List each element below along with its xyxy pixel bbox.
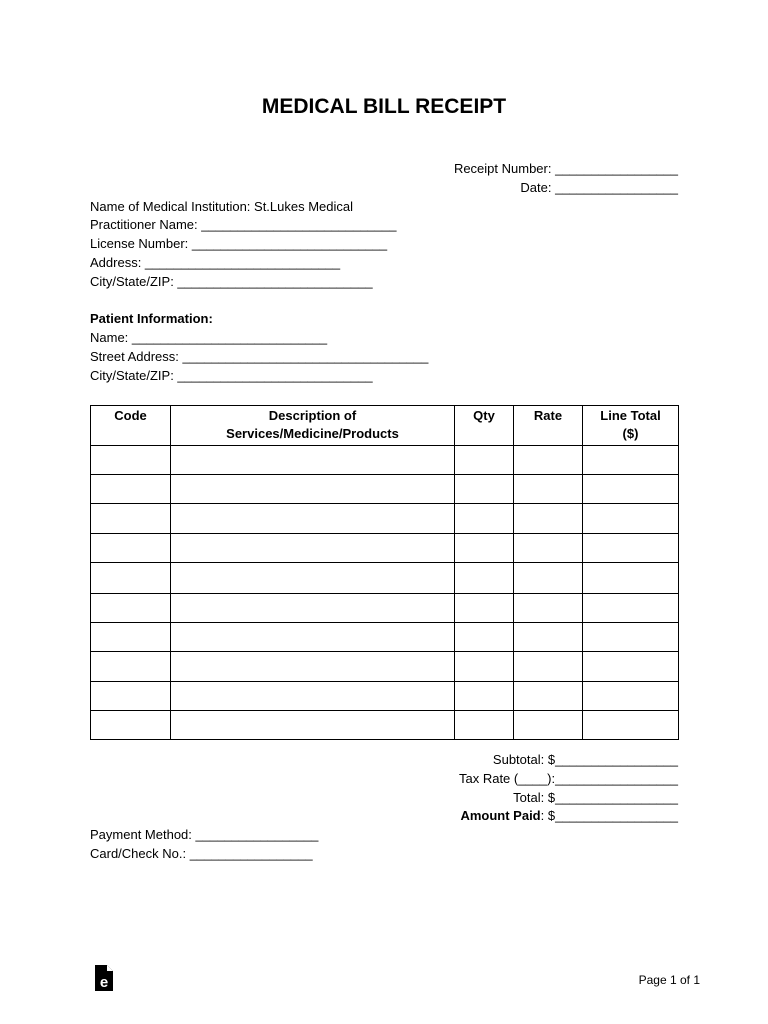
eforms-logo-icon [94, 964, 114, 992]
cell-rate[interactable] [514, 475, 583, 504]
table-row [91, 475, 679, 504]
cell-code[interactable] [91, 475, 171, 504]
cell-rate[interactable] [514, 563, 583, 594]
cell-code[interactable] [91, 652, 171, 682]
cell-rate[interactable] [514, 446, 583, 475]
patient-city-state-zip-field[interactable]: City/State/ZIP: ___________________________ [90, 368, 373, 383]
cell-description[interactable] [171, 563, 455, 594]
institution-field: Name of Medical Institution: St.Lukes Medical [90, 199, 354, 214]
cell-line-total[interactable] [583, 446, 679, 475]
date-field[interactable]: Date: _________________ [520, 180, 678, 195]
cell-code[interactable] [91, 534, 171, 563]
column-header-code: Code [91, 406, 171, 446]
table-header-row [91, 406, 679, 446]
amount-paid-field[interactable] [460, 808, 678, 824]
page-number: Page 1 of 1 [638, 973, 700, 987]
cell-rate[interactable] [514, 623, 583, 652]
receipt-number-field[interactable]: Receipt Number: _________________ [453, 161, 678, 176]
address-field[interactable]: Address: ___________________________ [90, 255, 341, 270]
cell-code[interactable] [91, 711, 171, 740]
amount-paid-line: : $_________________ [540, 808, 678, 823]
cell-qty[interactable] [455, 504, 514, 534]
cell-code[interactable] [91, 504, 171, 534]
cell-rate[interactable] [514, 534, 583, 563]
cell-description[interactable] [171, 446, 455, 475]
cell-qty[interactable] [455, 711, 514, 740]
cell-qty[interactable] [455, 594, 514, 623]
cell-code[interactable] [91, 594, 171, 623]
cell-qty[interactable] [455, 652, 514, 682]
table-row [91, 446, 679, 475]
cell-rate[interactable] [514, 652, 583, 682]
cell-rate[interactable] [514, 504, 583, 534]
patient-street-field[interactable]: Street Address: __________________________________ [90, 349, 429, 364]
cell-rate[interactable] [514, 682, 583, 711]
practitioner-field[interactable]: Practitioner Name: ___________________________ [90, 217, 397, 232]
card-check-field[interactable]: Card/Check No.: _________________ [90, 846, 313, 861]
cell-qty[interactable] [455, 475, 514, 504]
cell-qty[interactable] [455, 682, 514, 711]
document-title: MEDICAL BILL RECEIPT [261, 95, 507, 118]
table-row [91, 563, 679, 594]
subtotal-field[interactable]: Subtotal: $_________________ [492, 752, 678, 767]
column-header-rate: Rate [514, 406, 583, 446]
cell-line-total[interactable] [583, 534, 679, 563]
cell-code[interactable] [91, 446, 171, 475]
cell-line-total[interactable] [583, 623, 679, 652]
cell-description[interactable] [171, 652, 455, 682]
license-field[interactable]: License Number: ___________________________ [90, 236, 388, 251]
cell-qty[interactable] [455, 623, 514, 652]
cell-description[interactable] [171, 682, 455, 711]
cell-line-total[interactable] [583, 711, 679, 740]
column-header-qty: Qty [455, 406, 514, 446]
cell-description[interactable] [171, 475, 455, 504]
svg-text:e: e [99, 974, 109, 991]
provider-city-state-zip-field[interactable]: City/State/ZIP: ___________________________ [90, 274, 373, 289]
table-row [91, 504, 679, 534]
total-field[interactable]: Total: $_________________ [513, 790, 678, 805]
patient-info-heading: Patient Information: [90, 311, 213, 326]
amount-paid-label: Amount Paid [460, 808, 541, 823]
table-row [91, 682, 679, 711]
table-row [91, 652, 679, 682]
cell-line-total[interactable] [583, 504, 679, 534]
cell-code[interactable] [91, 682, 171, 711]
table-row [91, 534, 679, 563]
cell-qty[interactable] [455, 563, 514, 594]
cell-code[interactable] [91, 563, 171, 594]
payment-method-field[interactable]: Payment Method: _________________ [90, 827, 319, 842]
column-header-description: Description of Services/Medicine/Products [171, 406, 455, 446]
patient-name-field[interactable]: Name: ___________________________ [90, 330, 328, 345]
cell-line-total[interactable] [583, 563, 679, 594]
cell-qty[interactable] [455, 446, 514, 475]
table-row [91, 594, 679, 623]
line-items-table [90, 405, 679, 740]
cell-description[interactable] [171, 594, 455, 623]
tax-rate-field[interactable]: Tax Rate (____):_________________ [458, 771, 678, 786]
cell-description[interactable] [171, 711, 455, 740]
cell-qty[interactable] [455, 534, 514, 563]
cell-code[interactable] [91, 623, 171, 652]
cell-rate[interactable] [514, 594, 583, 623]
cell-line-total[interactable] [583, 682, 679, 711]
cell-description[interactable] [171, 623, 455, 652]
cell-line-total[interactable] [583, 594, 679, 623]
table-row [91, 623, 679, 652]
cell-rate[interactable] [514, 711, 583, 740]
cell-line-total[interactable] [583, 475, 679, 504]
cell-description[interactable] [171, 504, 455, 534]
column-header-line-total: Line Total ($) [583, 406, 679, 446]
cell-description[interactable] [171, 534, 455, 563]
cell-line-total[interactable] [583, 652, 679, 682]
table-row [91, 711, 679, 740]
